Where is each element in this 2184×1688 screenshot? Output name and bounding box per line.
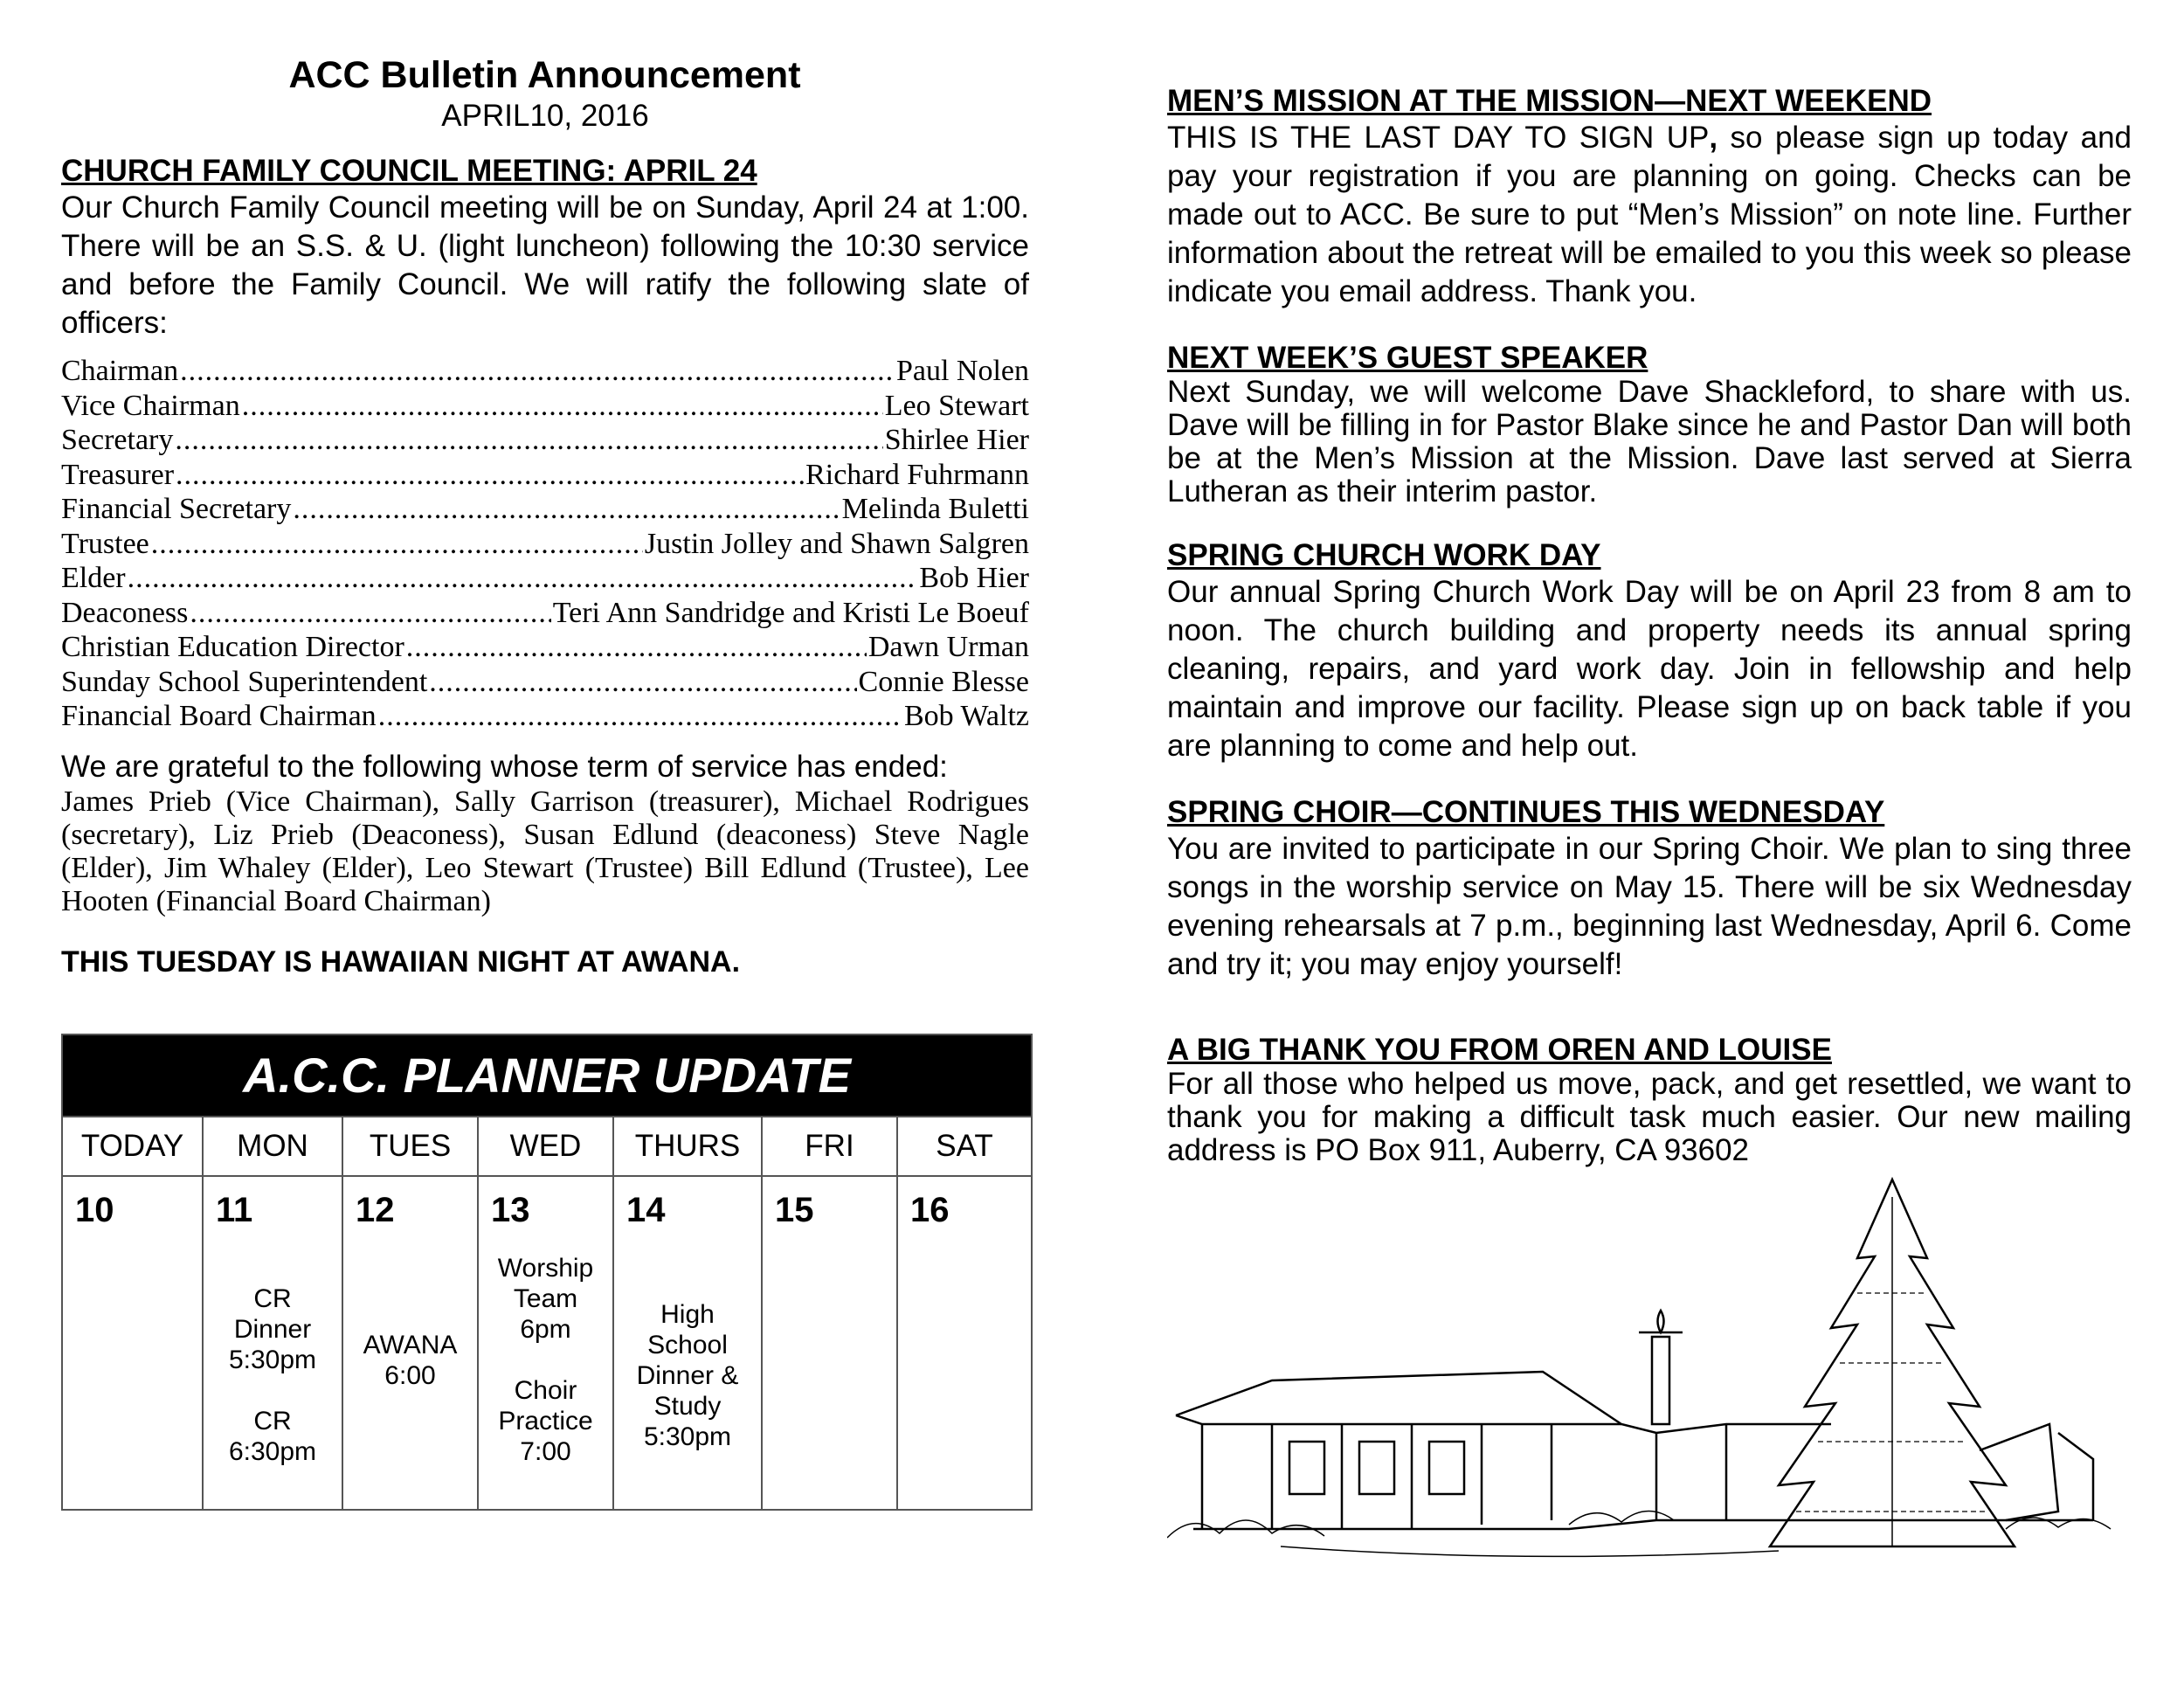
thank-you-section (1167, 1033, 2132, 1167)
council-body: Our Church Family Council meeting will be on Sunday, April 24 at 1:00. There will be an S.S. & U. (light luncheon) following the 10:30 service and before the Family Council. We will ratify the following slate of officers: (61, 190, 1029, 340)
officer-role: Chairman (61, 355, 179, 387)
day-cell (763, 1175, 898, 1509)
leader-dots (242, 390, 883, 423)
officer-row (61, 424, 1029, 459)
day-number: 11 (216, 1190, 253, 1229)
work-day-heading: SPRING CHURCH WORK DAY (1167, 538, 1601, 572)
officer-role: Deaconess (61, 596, 189, 629)
guest-speaker-section (1167, 341, 2132, 508)
officer-name: Shirlee Hier (884, 424, 1029, 456)
officer-name: Richard Fuhrmann (805, 458, 1029, 491)
leader-dots (293, 493, 840, 526)
mens-mission-comma: , (1709, 121, 1718, 155)
officer-role: Sunday School Superintendent (61, 665, 428, 698)
day-cell (898, 1175, 1031, 1509)
leader-dots (429, 666, 856, 699)
officer-row (61, 459, 1029, 494)
officer-row (61, 631, 1029, 666)
planner-calendar (61, 1034, 1033, 1511)
officer-role: Financial Board Chairman (61, 700, 377, 732)
leader-dots (176, 459, 804, 492)
leader-dots (175, 424, 882, 457)
mens-mission-lead: THIS IS THE LAST DAY TO SIGN UP (1167, 121, 1710, 155)
day-number: 12 (356, 1190, 395, 1229)
thank-you-body: For all those who helped us move, pack, and get resettled, we want to thank you for making a difficult task much easier. Our new mailing address is PO Box 911, Auberry, CA 93602 (1167, 1067, 2132, 1167)
planner-grid (63, 1116, 1031, 1509)
leader-dots (180, 355, 895, 388)
day-label: TUES (343, 1116, 479, 1175)
officer-role: Secretary (61, 424, 174, 456)
work-day-section (1167, 538, 2132, 765)
leader-dots (190, 597, 550, 630)
day-cell (343, 1175, 479, 1509)
day-cell (204, 1175, 343, 1509)
officer-row (61, 355, 1029, 390)
left-column (61, 52, 1029, 1511)
officer-role: Vice Chairman (61, 389, 240, 422)
work-day-body: Our annual Spring Church Work Day will be on April 23 from 8 am to noon. The church building and property needs its annual spring cleaning, repairs, and yard work day. Join in fellowship and help maintain and improve our facility. Please sign up on back table if you are planning to come and help out. (1167, 575, 2132, 763)
council-section (61, 154, 1029, 918)
guest-speaker-heading: NEXT WEEK’S GUEST SPEAKER (1167, 341, 1648, 375)
hawaiian-notice: THIS TUESDAY IS HAWAIIAN NIGHT AT AWANA. (61, 944, 741, 979)
day-events: CR Dinner 5:30pm CR 6:30pm (228, 1283, 317, 1466)
officer-role: Christian Education Director (61, 631, 404, 663)
day-cell (63, 1175, 204, 1509)
grateful-body: James Prieb (Vice Chairman), Sally Garrison (treasurer), Michael Rodrigues (secretary), Liz Prieb (Deaconess), Susan Edlund (deaconess) Steve Nagle (Elder), Jim Whaley (Elder), Leo Stewart (Trustee) Bill Edlund (Trustee), Lee Hooten (Financial Board Chairman) (61, 785, 1029, 917)
grateful-heading: We are grateful to the following whose term of service has ended: (61, 749, 948, 784)
day-label: SAT (898, 1116, 1031, 1175)
day-events: High School Dinner & Study 5:30pm (636, 1299, 739, 1451)
day-label: WED (479, 1116, 614, 1175)
shrub-icon (1167, 1511, 2111, 1556)
mens-mission-heading: MEN’S MISSION AT THE MISSION—NEXT WEEKEND (1167, 84, 1932, 118)
day-label: TODAY (63, 1116, 204, 1175)
pine-tree-icon (1770, 1180, 2015, 1546)
officer-slate (61, 355, 1029, 735)
page-title: ACC Bulletin Announcement (288, 54, 801, 96)
day-number: 15 (775, 1190, 814, 1229)
officer-role: Financial Secretary (61, 493, 292, 525)
officer-name: Paul Nolen (895, 355, 1029, 387)
officer-role: Trustee (61, 527, 149, 560)
officer-row (61, 666, 1029, 701)
officer-name: Teri Ann Sandridge and Kristi Le Boeuf (552, 596, 1029, 629)
church-illustration (1167, 1162, 2132, 1573)
choir-heading: SPRING CHOIR—CONTINUES THIS WEDNESDAY (1167, 795, 1885, 829)
officer-name: Melinda Buletti (841, 493, 1029, 525)
officer-name: Bob Waltz (903, 700, 1029, 732)
day-cell (479, 1175, 614, 1509)
officer-row (61, 562, 1029, 597)
officer-role: Treasurer (61, 458, 175, 491)
officer-row (61, 390, 1029, 425)
leader-dots (128, 562, 918, 595)
right-column (1167, 84, 2132, 1197)
day-number: 13 (491, 1190, 530, 1229)
day-label: MON (204, 1116, 343, 1175)
day-events: Worship Team 6pm Choir Practice 7:00 (497, 1253, 594, 1466)
mens-mission-body (1167, 119, 2132, 311)
officer-name: Justin Jolley and Shawn Salgren (644, 527, 1029, 560)
day-cell (614, 1175, 763, 1509)
choir-body: You are invited to participate in our Spring Choir. We plan to sing three songs in the worship service on May 15. There will be six Wednesday evening rehearsals at 7 p.m., beginning last Wednesday, April 6. Come and try it; you may enjoy yourself! (1167, 832, 2132, 981)
day-events: AWANA 6:00 (363, 1330, 458, 1390)
officer-name: Connie Blesse (858, 665, 1029, 698)
choir-section (1167, 795, 2132, 984)
officer-name: Dawn Urman (867, 631, 1029, 663)
officer-name: Bob Hier (919, 562, 1029, 594)
church-building-icon (1176, 1311, 2093, 1529)
officer-row (61, 597, 1029, 632)
day-number: 10 (75, 1190, 114, 1229)
mens-mission-rest: so please sign up today and pay your registration if you are planning on going. Checks can be made out to ACC. Be sure to put “Men’s Mission” on note line. Further information about the retreat will be emailed to you this week so please indicate you email address. Thank you. (1167, 121, 2132, 308)
mens-mission-section (1167, 84, 2132, 311)
leader-dots (378, 700, 902, 733)
guest-speaker-body: Next Sunday, we will welcome Dave Shackleford, to share with us. Dave will be filling in for Pastor Blake since he and Pastor Dan will both be at the Men’s Mission at the Mission. Dave last served at Sierra Lutheran as their interim pastor. (1167, 375, 2132, 508)
day-label: THURS (614, 1116, 763, 1175)
day-label: FRI (763, 1116, 898, 1175)
officer-row (61, 493, 1029, 528)
officer-row (61, 700, 1029, 735)
leader-dots (406, 631, 867, 664)
leader-dots (151, 528, 643, 561)
council-heading: CHURCH FAMILY COUNCIL MEETING: APRIL 24 (61, 154, 757, 188)
officer-row (61, 528, 1029, 563)
officer-role: Elder (61, 562, 126, 594)
officer-name: Leo Stewart (884, 389, 1029, 422)
day-number: 14 (626, 1190, 666, 1229)
thank-you-heading: A BIG THANK YOU FROM OREN AND LOUISE (1167, 1033, 1832, 1067)
page-date: APRIL10, 2016 (441, 99, 649, 133)
day-number: 16 (910, 1190, 950, 1229)
planner-title: A.C.C. PLANNER UPDATE (63, 1035, 1031, 1116)
